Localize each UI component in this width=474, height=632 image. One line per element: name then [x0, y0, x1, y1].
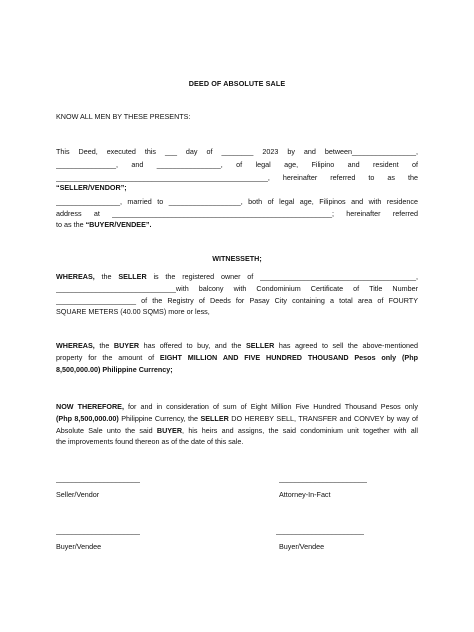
whereas2-seller: SELLER — [245, 341, 275, 350]
whereas2-lead: WHEREAS, — [56, 341, 95, 350]
attorney-in-fact-caption: Attorney-In-Fact — [279, 490, 331, 499]
para2-line2: address at _______________________________________________________; hereinafter referred — [56, 209, 418, 218]
whereas1-line2: ______________________________with balcony with Condominium Certificate of Title Number — [56, 284, 418, 293]
whereas1-line4: SQUARE METERS (40.00 SQMS) more or less, — [56, 307, 210, 316]
now-therefore-text-a: for and in consideration of sum of Eight Million Five Hundred Thousand Pesos only — [123, 402, 418, 411]
para2-line3-text: to as the — [56, 220, 86, 229]
now-therefore-seller: SELLER — [200, 414, 229, 423]
now-therefore-amount: (Php 8,500,000.00) — [56, 414, 119, 423]
now-therefore-text-b: Philippine Currency, the — [118, 414, 201, 423]
para1-line2: _______________, and ________________, of legal age, Filipino and resident of — [56, 160, 418, 169]
now-therefore-lead: NOW THEREFORE, — [56, 402, 124, 411]
para1-seller-label — [56, 183, 418, 192]
buyer-vendee-caption-2: Buyer/Vendee — [279, 542, 325, 551]
now-therefore-line2 — [56, 414, 418, 423]
para2-line1: ________________, married to __________________, both of legal age, Filipinos and with residence — [56, 197, 418, 206]
whereas2-amount-words: EIGHT MILLION AND FIVE HUNDRED THOUSAND Pesos only (Php — [159, 353, 418, 362]
para2-line3 — [56, 220, 418, 229]
now-therefore-text-e: , his heirs and assigns, the said condominium unit together with all — [182, 426, 418, 435]
whereas1-line1 — [56, 272, 418, 281]
now-therefore-line1 — [56, 402, 418, 411]
document-title: DEED OF ABSOLUTE SALE — [188, 79, 286, 88]
now-therefore-buyer: BUYER — [156, 426, 183, 435]
seller-vendor-label: “SELLER/VENDOR”; — [56, 183, 127, 192]
witnesseth-heading: WITNESSETH; — [212, 254, 262, 263]
whereas2-line2-text: property for the amount of — [56, 353, 160, 362]
whereas1-line3: ____________________ of the Registry of Deeds for Pasay City containing a total area of FOURTY — [56, 296, 418, 305]
buyer1-signature-line: _____________________ — [56, 526, 140, 535]
whereas1-lead: WHEREAS, — [56, 272, 95, 281]
whereas2-line3: 8,500,000.00) Philippine Currency; — [56, 365, 173, 374]
whereas2-buyer: BUYER — [113, 341, 140, 350]
opening-line: KNOW ALL MEN BY THESE PRESENTS: — [56, 112, 191, 121]
whereas2-text-a: the — [94, 341, 114, 350]
whereas2-line2 — [56, 353, 418, 362]
buyer-vendee-caption-1: Buyer/Vendee — [56, 542, 102, 551]
seller-vendor-caption: Seller/Vendor — [56, 490, 100, 499]
now-therefore-text-d: Absolute Sale unto the said — [56, 426, 157, 435]
attorney-signature-line: ______________________ — [279, 474, 367, 483]
whereas2-text-c: has agreed to sell the above-mentioned — [274, 341, 418, 350]
buyer2-signature-line: ______________________ — [276, 526, 364, 535]
whereas2-line1 — [56, 341, 418, 350]
now-therefore-text-c: DO HEREBY SELL, TRANSFER and CONVEY by way of — [228, 414, 418, 423]
para1-line3: _____________________________________________________, hereinafter referred to as the — [56, 173, 418, 182]
seller-signature-line: _____________________ — [56, 474, 140, 483]
whereas1-text-b: is the registered owner of _______________________________________, — [146, 272, 418, 281]
now-therefore-line3 — [56, 426, 418, 435]
para1-line1: This Deed, executed this ___ day of ________ 2023 by and between________________, — [56, 147, 418, 156]
buyer-vendee-label: “BUYER/VENDEE”. — [85, 220, 152, 229]
now-therefore-line4: the improvements found thereon as of the date of this sale. — [56, 437, 244, 446]
whereas2-text-b: has offered to buy, and the — [139, 341, 246, 350]
whereas1-seller: SELLER — [118, 272, 147, 281]
whereas1-text-a: the — [94, 272, 119, 281]
